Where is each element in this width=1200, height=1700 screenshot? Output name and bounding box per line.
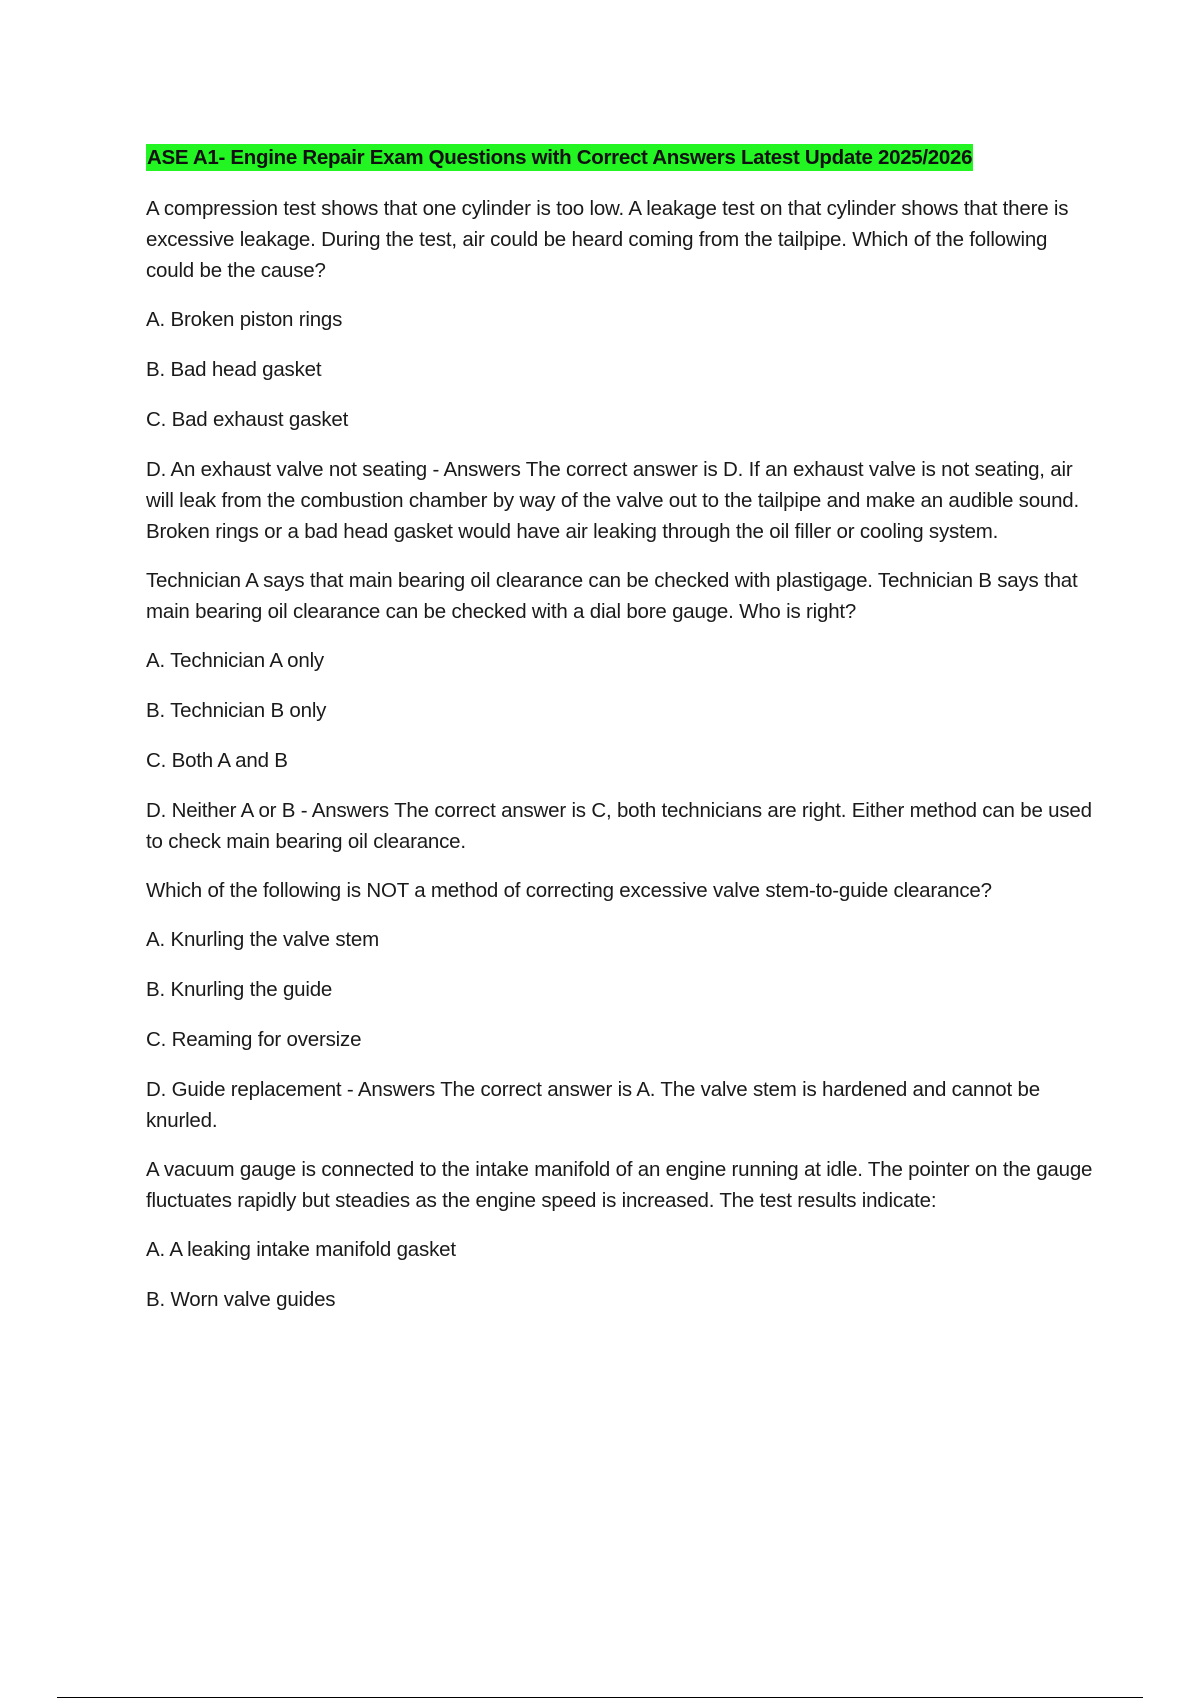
answer-option-d-with-explanation: D. Neither A or B - Answers The correct answer is C, both technicians are right. Either method can be used to check main bearing oil clearance.	[146, 799, 1092, 853]
question-3	[146, 875, 1096, 1136]
answer-option-b: B. Worn valve guides	[146, 1288, 336, 1311]
question-4	[146, 1154, 1096, 1315]
answer-option-c: C. Bad exhaust gasket	[146, 408, 349, 431]
answer-option-a: A. Technician A only	[146, 649, 324, 672]
question-2	[146, 565, 1096, 857]
answer-option-b: B. Bad head gasket	[146, 358, 322, 381]
answer-option-a: A. Broken piston rings	[146, 308, 343, 331]
question-1	[146, 193, 1096, 547]
document-body	[146, 143, 1096, 1334]
title-block	[146, 143, 1096, 175]
question-stem: Which of the following is NOT a method of correcting excessive valve stem-to-guide clearance?	[146, 879, 992, 902]
answer-option-a: A. Knurling the valve stem	[146, 928, 379, 951]
answer-option-b: B. Technician B only	[146, 699, 327, 722]
answer-option-d-with-explanation: D. An exhaust valve not seating - Answers The correct answer is D. If an exhaust valve is not seating, air will leak from the combustion chamber by way of the valve out to the tailpipe and make an audible sound. Broken rings or a bad head gasket would have air leaking through the oil filler or cooling system.	[146, 458, 1079, 543]
question-stem: A compression test shows that one cylinder is too low. A leakage test on that cylinder shows that there is excessive leakage. During the test, air could be heard coming from the tailpipe. Which of the following could be the cause?	[146, 197, 1069, 282]
footer-divider	[57, 1697, 1143, 1698]
document-title: ASE A1- Engine Repair Exam Questions with Correct Answers Latest Update 2025/2026	[147, 146, 973, 169]
answer-option-d-with-explanation: D. Guide replacement - Answers The correct answer is A. The valve stem is hardened and cannot be knurled.	[146, 1078, 1040, 1132]
question-stem: A vacuum gauge is connected to the intake manifold of an engine running at idle. The pointer on the gauge fluctuates rapidly but steadies as the engine speed is increased. The test results indicate:	[146, 1158, 1093, 1212]
answer-option-c: C. Both A and B	[146, 749, 288, 772]
question-stem: Technician A says that main bearing oil clearance can be checked with plastigage. Technician B says that main bearing oil clearance can be checked with a dial bore gauge. Who is right?	[146, 569, 1078, 623]
answer-option-a: A. A leaking intake manifold gasket	[146, 1238, 456, 1261]
answer-option-c: C. Reaming for oversize	[146, 1028, 362, 1051]
answer-option-b: B. Knurling the guide	[146, 978, 333, 1001]
